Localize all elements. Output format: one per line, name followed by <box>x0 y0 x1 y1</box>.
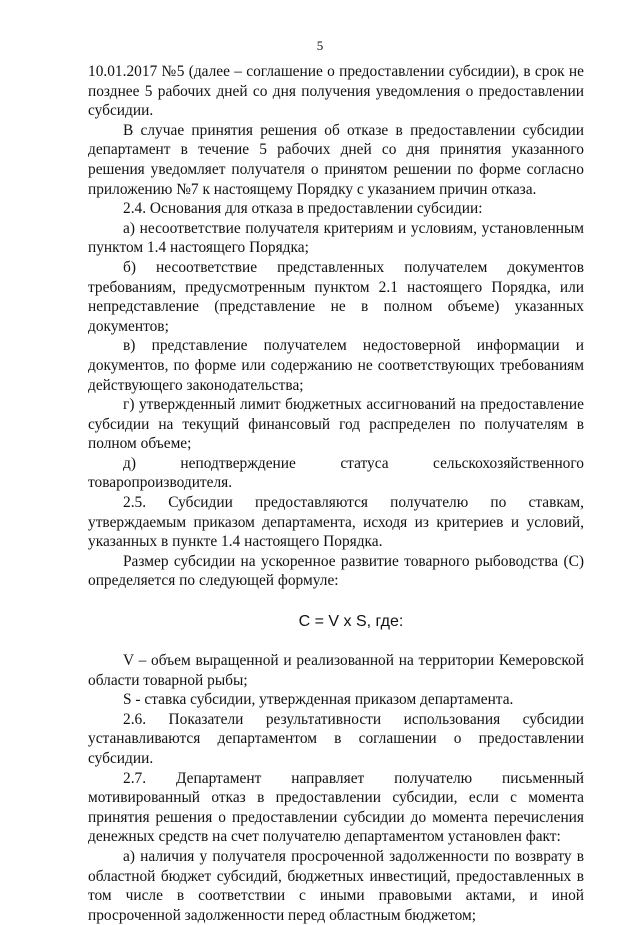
page-number: 5 <box>316 38 324 53</box>
paragraph-2-4-heading: 2.4. Основания для отказа в предоставлении субсидии: <box>123 200 483 218</box>
formula: C = V x S, где: <box>298 613 404 631</box>
paragraph-2-4-d: д) неподтверждение статуса сельскохозяйственного товаропроизводителя. <box>88 454 584 492</box>
paragraph-2-4-b: б) несоответствие представленных получателем документов требованиям, предусмотренным пунктом 2.1 настоящего Порядка, или непредставление (представление не в полном объеме) указанных документов; <box>88 258 584 335</box>
paragraph-refusal-notice: В случае принятия решения об отказе в предоставлении субсидии департамент в течение 5 рабочих дней со дня принятия указанного решения уведомляет получателя о принятом решении по форме согласно приложению №7 к настоящему Порядку с указанием причин отказа. <box>88 121 584 198</box>
paragraph-s-definition: S - ставка субсидии, утвержденная приказом департамента. <box>123 691 514 709</box>
paragraph-2-4-a: а) несоответствие получателя критериям и условиям, установленным пунктом 1.4 настоящего Порядка; <box>88 219 584 257</box>
paragraph-2-7-a: а) наличия у получателя просроченной задолженности по возврату в областной бюджет субсидий, бюджетных инвестиций, предоставленных в том числе в соответствии с иными правовыми актами, и иной просроченной задолженности перед областным бюджетом; <box>88 847 584 924</box>
paragraph-agreement-ref: 10.01.2017 №5 (далее – соглашение о предоставлении субсидии), в срок не позднее 5 рабочих дней со дня получения уведомления о предоставлении субсидии. <box>88 63 584 120</box>
paragraph-2-6: 2.6. Показатели результативности использования субсидии устанавливаются департаментом в соглашении о предоставлении субсидии. <box>88 710 584 767</box>
paragraph-v-definition: V – объем выращенной и реализованной на территории Кемеровской области товарной рыбы; <box>88 652 584 689</box>
paragraph-2-4-g: г) утвержденный лимит бюджетных ассигнований на предоставление субсидии на текущий финансовый год распределен по получателям в полном объеме; <box>88 396 584 453</box>
document-body <box>88 62 584 925</box>
paragraph-2-7: 2.7. Департамент направляет получателю письменный мотивированный отказ в предоставлении субсидии, если с момента принятия решения о предоставлении субсидии до момента перечисления денежных средств на счет получателю департаментом установлен факт: <box>88 769 584 846</box>
paragraph-subsidy-size: Размер субсидии на ускоренное развитие товарного рыбоводства (С) определяется по следующей формуле: <box>88 552 584 590</box>
paragraph-2-4-v: в) представление получателем недостоверной информации и документов, по форме или содержанию не соответствующих требованиям действующего законодательства; <box>88 337 584 394</box>
paragraph-2-5: 2.5. Субсидии предоставляются получателю по ставкам, утверждаемым приказом департамента, исходя из критериев и условий, указанных в пункте 1.4 настоящего Порядка. <box>88 494 584 551</box>
